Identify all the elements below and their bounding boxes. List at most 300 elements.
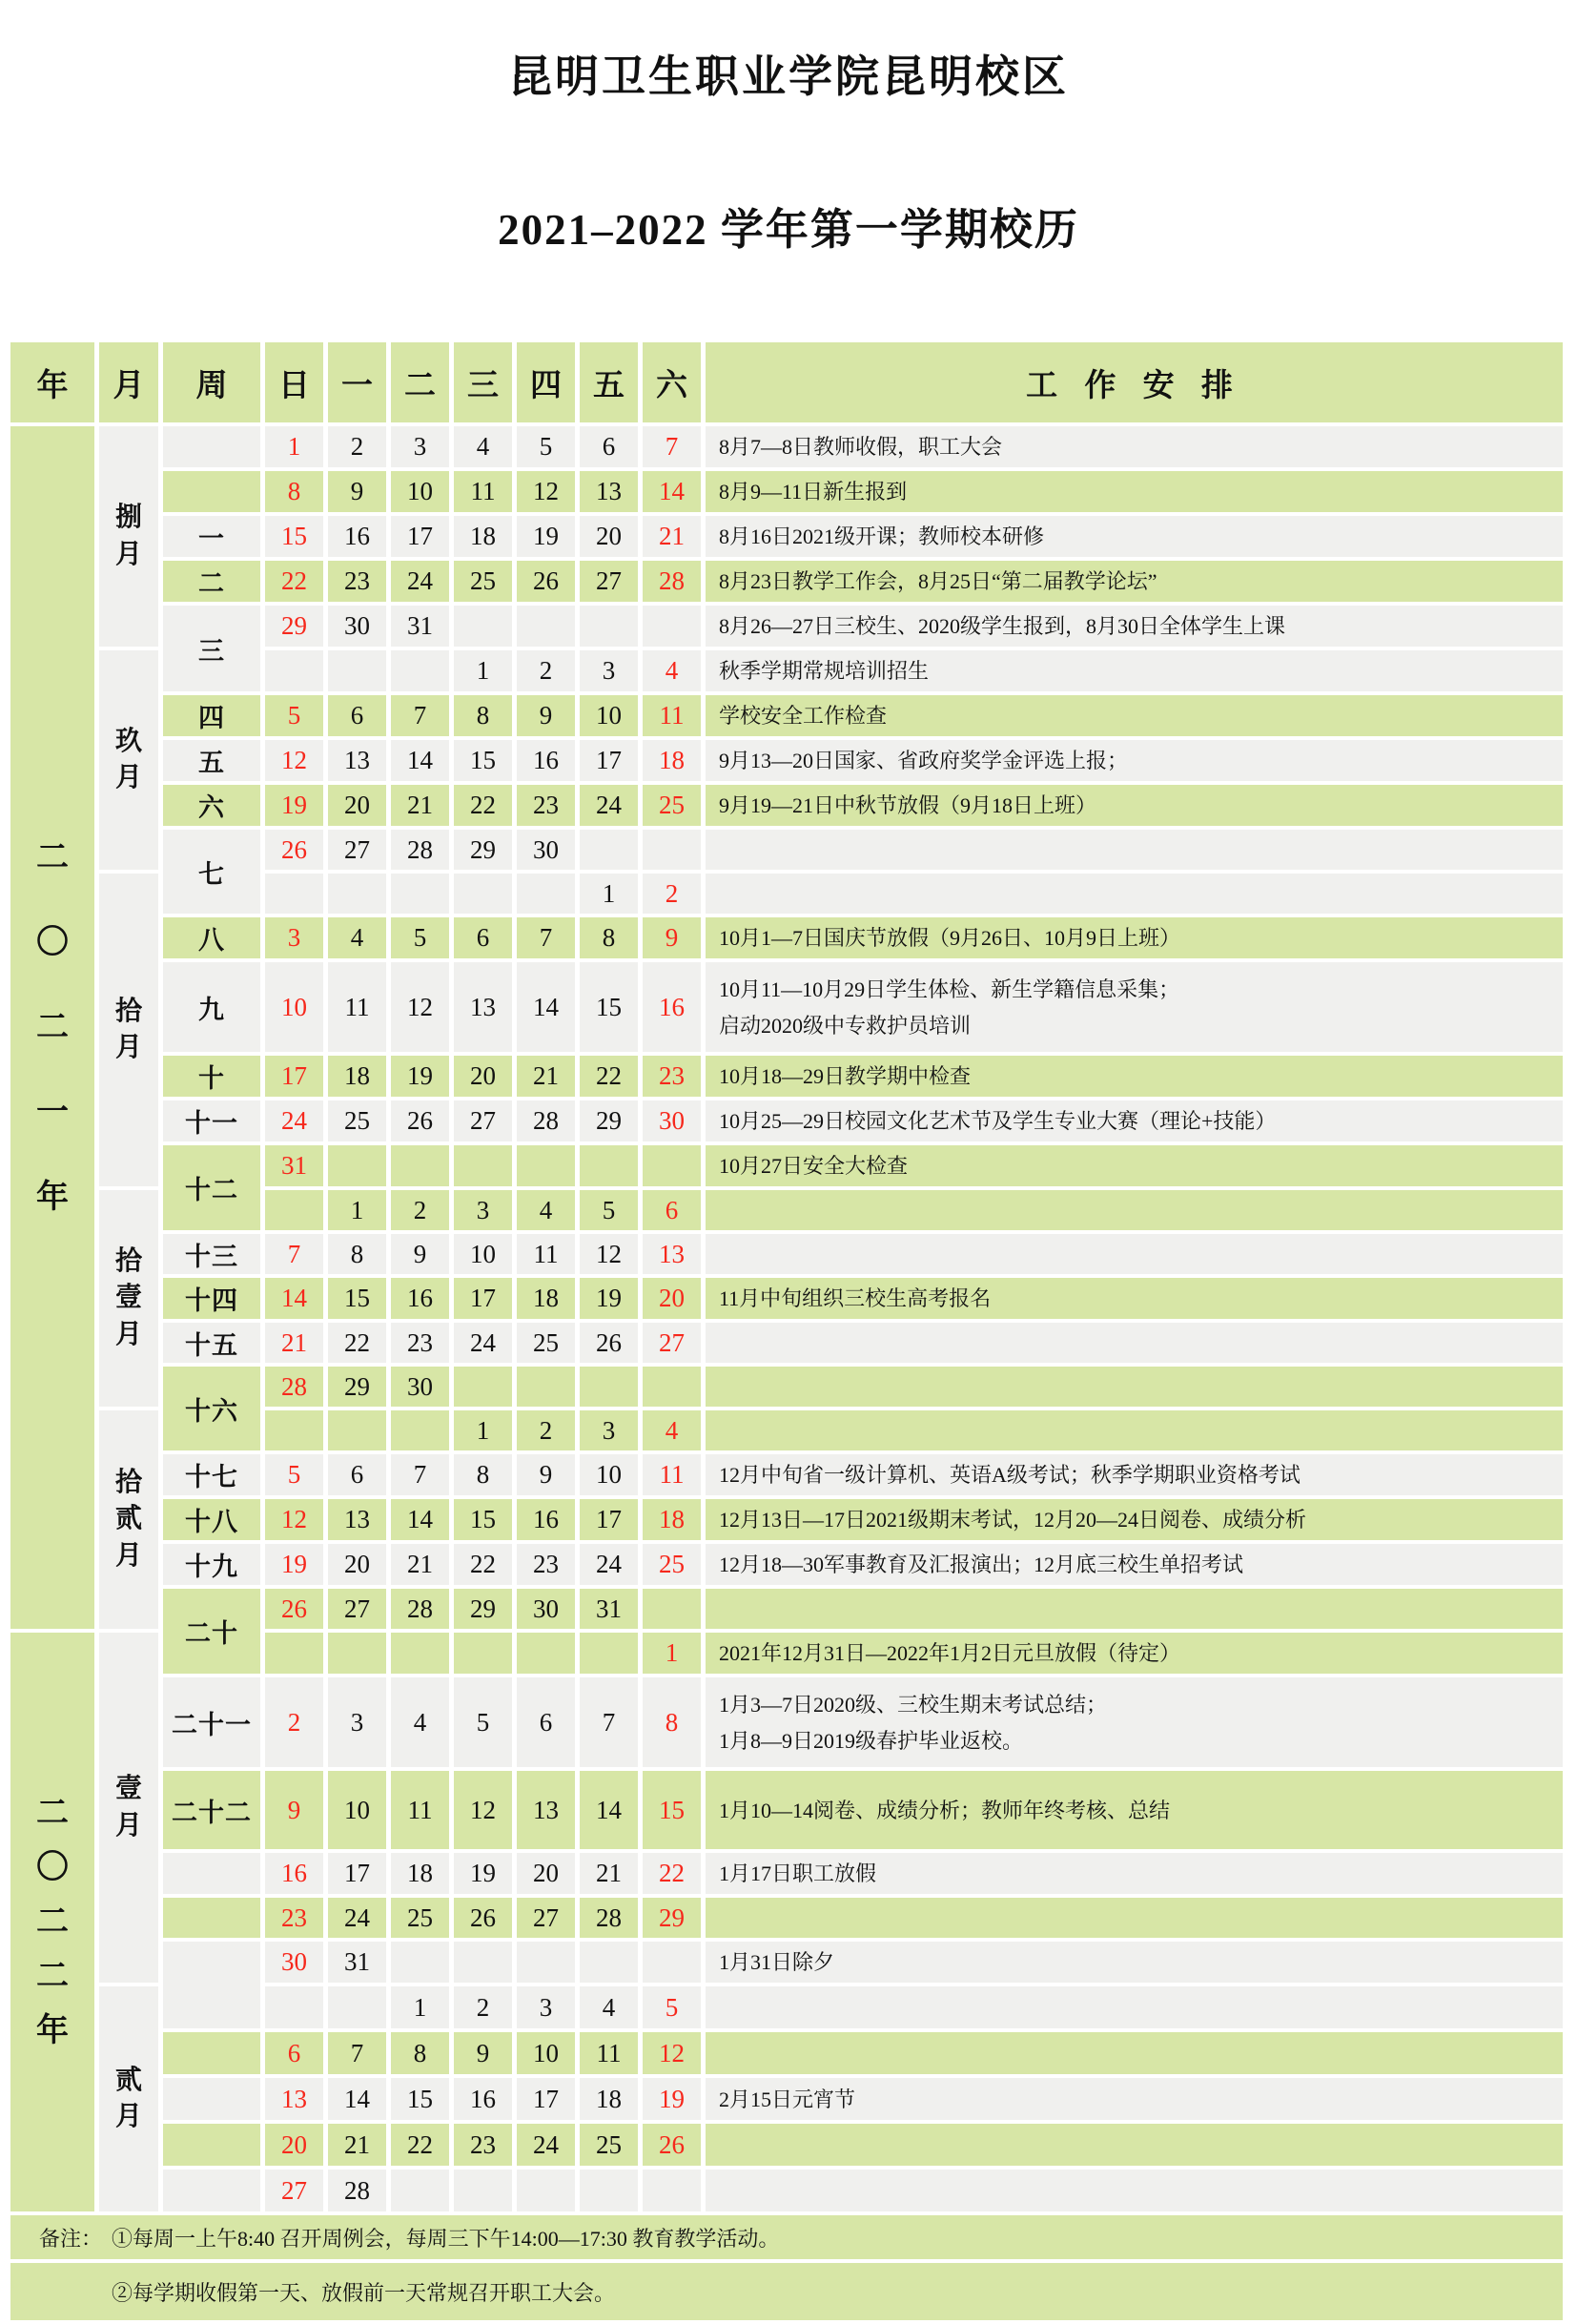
week-cell: 六 xyxy=(163,785,260,826)
calendar-row xyxy=(10,2124,1563,2166)
note-text: ①每周一上午8:40 召开周例会，每周三下午14:00—17:30 教育教学活动。 xyxy=(112,2226,780,2251)
day-cell xyxy=(643,1367,701,1407)
day-cell: 24 xyxy=(517,2124,575,2166)
day-cell: 19 xyxy=(391,1056,449,1097)
calendar-row xyxy=(10,830,1563,870)
header-cell-sun: 日 xyxy=(265,342,323,422)
day-cell: 23 xyxy=(454,2124,512,2166)
day-cell xyxy=(643,1589,701,1629)
month-char: 壹 xyxy=(114,1283,142,1313)
work-cell xyxy=(706,740,1563,781)
week-cell xyxy=(163,1898,260,1938)
work-text: 9月13—20日国家、省政府奖学金评选上报； xyxy=(719,749,1129,772)
day-cell xyxy=(580,1633,638,1674)
work-cell xyxy=(706,1234,1563,1274)
work-cell xyxy=(706,2124,1563,2166)
day-cell: 16 xyxy=(328,516,386,557)
week-cell: 十六 xyxy=(163,1367,260,1450)
day-cell: 31 xyxy=(265,1145,323,1186)
day-cell: 26 xyxy=(580,1323,638,1363)
year-char: 年 xyxy=(36,1179,69,1215)
work-cell xyxy=(706,1544,1563,1585)
week-cell: 十 xyxy=(163,1056,260,1097)
header-cell-work: 工 作 安 排 xyxy=(706,342,1563,422)
work-cell xyxy=(706,1898,1563,1938)
week-cell: 二 xyxy=(163,561,260,602)
day-cell: 16 xyxy=(391,1278,449,1319)
day-cell: 29 xyxy=(580,1100,638,1141)
day-cell: 11 xyxy=(328,962,386,1052)
year-char: 二 xyxy=(36,1795,69,1831)
calendar-row xyxy=(10,1898,1563,1938)
month-cell xyxy=(99,1633,158,1983)
day-cell: 15 xyxy=(580,962,638,1052)
work-cell xyxy=(706,830,1563,870)
day-cell: 20 xyxy=(643,1278,701,1319)
day-cell xyxy=(517,1942,575,1983)
day-cell: 3 xyxy=(580,650,638,691)
work-text: 10月1—7日国庆节放假（9月26日、10月9日上班） xyxy=(719,926,1181,950)
day-cell: 14 xyxy=(391,1499,449,1540)
month-char: 月 xyxy=(114,763,142,792)
day-cell: 21 xyxy=(391,1544,449,1585)
day-cell xyxy=(643,2170,701,2211)
day-cell: 9 xyxy=(391,1234,449,1274)
day-cell xyxy=(454,1145,512,1186)
work-cell xyxy=(706,1499,1563,1540)
note-row xyxy=(10,2263,1563,2320)
day-cell: 10 xyxy=(265,962,323,1052)
header-row xyxy=(10,342,1563,422)
day-cell: 11 xyxy=(517,1234,575,1274)
work-cell xyxy=(706,1410,1563,1450)
day-cell xyxy=(391,1633,449,1674)
calendar-body xyxy=(10,426,1563,2320)
day-cell: 20 xyxy=(454,1056,512,1097)
week-cell xyxy=(163,1853,260,1894)
week-cell xyxy=(163,2170,260,2211)
work-cell xyxy=(706,917,1563,958)
calendar-row xyxy=(10,695,1563,736)
day-cell: 2 xyxy=(517,1410,575,1450)
header-cell-year: 年 xyxy=(10,342,94,422)
day-cell: 13 xyxy=(517,1771,575,1849)
day-cell: 22 xyxy=(454,1544,512,1585)
day-cell xyxy=(517,606,575,647)
month-cell xyxy=(99,650,158,870)
day-cell: 14 xyxy=(391,740,449,781)
day-cell: 3 xyxy=(454,1190,512,1230)
day-cell: 29 xyxy=(454,1589,512,1629)
day-cell: 9 xyxy=(328,471,386,512)
day-cell: 19 xyxy=(454,1853,512,1894)
month-char: 拾 xyxy=(114,1467,142,1497)
work-text: 1月17日职工放假 xyxy=(719,1861,877,1885)
work-text: 11月中旬组织三校生高考报名 xyxy=(719,1286,992,1310)
day-cell: 23 xyxy=(328,561,386,602)
day-cell: 7 xyxy=(265,1234,323,1274)
month-char: 月 xyxy=(114,2102,142,2131)
day-cell: 13 xyxy=(643,1234,701,1274)
month-char: 壹 xyxy=(114,1774,142,1804)
day-cell: 1 xyxy=(265,426,323,467)
day-cell: 13 xyxy=(328,1499,386,1540)
day-cell xyxy=(454,2170,512,2211)
note-text: ②每学期收假第一天、放假前一天常规召开职工大会。 xyxy=(112,2280,616,2305)
day-cell: 24 xyxy=(265,1100,323,1141)
day-cell: 5 xyxy=(580,1190,638,1230)
work-text: 1月10—14阅卷、成绩分析；教师年终考核、总结 xyxy=(719,1798,1171,1822)
day-cell: 27 xyxy=(265,2170,323,2211)
work-cell xyxy=(706,471,1563,512)
week-cell xyxy=(163,2078,260,2120)
year-char: 〇 xyxy=(36,1849,69,1885)
day-cell: 3 xyxy=(265,917,323,958)
work-text: 10月27日安全大检查 xyxy=(719,1154,909,1178)
work-cell xyxy=(706,1190,1563,1230)
day-cell xyxy=(643,830,701,870)
day-cell: 7 xyxy=(391,1454,449,1495)
day-cell: 22 xyxy=(391,2124,449,2166)
day-cell: 20 xyxy=(328,1544,386,1585)
day-cell xyxy=(517,1367,575,1407)
week-cell: 十二 xyxy=(163,1145,260,1230)
day-cell: 1 xyxy=(643,1633,701,1674)
year-cell xyxy=(10,1633,94,2211)
day-cell: 20 xyxy=(517,1853,575,1894)
day-cell: 8 xyxy=(454,695,512,736)
day-cell: 10 xyxy=(580,695,638,736)
week-cell: 十五 xyxy=(163,1323,260,1363)
week-cell xyxy=(163,2032,260,2074)
day-cell: 22 xyxy=(265,561,323,602)
day-cell xyxy=(328,650,386,691)
day-cell: 3 xyxy=(517,1986,575,2028)
day-cell: 3 xyxy=(391,426,449,467)
day-cell: 27 xyxy=(517,1898,575,1938)
day-cell: 22 xyxy=(454,785,512,826)
year-cell xyxy=(10,426,94,1629)
day-cell xyxy=(265,650,323,691)
note-row xyxy=(10,2215,1563,2259)
day-cell: 18 xyxy=(328,1056,386,1097)
month-char: 拾 xyxy=(114,996,142,1026)
day-cell: 5 xyxy=(391,917,449,958)
day-cell xyxy=(265,1190,323,1230)
calendar-row xyxy=(10,1454,1563,1495)
day-cell: 21 xyxy=(391,785,449,826)
day-cell: 11 xyxy=(580,2032,638,2074)
day-cell: 18 xyxy=(391,1853,449,1894)
day-cell: 25 xyxy=(643,785,701,826)
month-char: 捌 xyxy=(114,503,142,533)
calendar-row xyxy=(10,740,1563,781)
week-cell: 二十二 xyxy=(163,1771,260,1849)
work-text: 启动2020级中专救护员培训 xyxy=(719,1013,972,1038)
day-cell: 9 xyxy=(517,695,575,736)
year-char: 二 xyxy=(36,839,69,875)
work-cell xyxy=(706,874,1563,914)
year-char: 一 xyxy=(36,1094,69,1130)
day-cell xyxy=(454,1367,512,1407)
day-cell: 29 xyxy=(454,830,512,870)
work-cell xyxy=(706,1853,1563,1894)
day-cell: 6 xyxy=(454,917,512,958)
day-cell: 17 xyxy=(580,740,638,781)
day-cell: 7 xyxy=(643,426,701,467)
work-cell xyxy=(706,695,1563,736)
work-cell xyxy=(706,1454,1563,1495)
calendar-row xyxy=(10,1853,1563,1894)
day-cell xyxy=(454,606,512,647)
day-cell: 28 xyxy=(391,1589,449,1629)
calendar-row xyxy=(10,2170,1563,2211)
day-cell: 19 xyxy=(265,785,323,826)
day-cell: 5 xyxy=(517,426,575,467)
year-char: 二 xyxy=(36,1009,69,1045)
day-cell: 17 xyxy=(328,1853,386,1894)
day-cell: 4 xyxy=(517,1190,575,1230)
day-cell: 2 xyxy=(328,426,386,467)
day-cell: 6 xyxy=(328,1454,386,1495)
day-cell: 24 xyxy=(580,1544,638,1585)
day-cell: 10 xyxy=(454,1234,512,1274)
day-cell: 2 xyxy=(391,1190,449,1230)
day-cell: 15 xyxy=(454,1499,512,1540)
day-cell: 17 xyxy=(391,516,449,557)
day-cell: 21 xyxy=(265,1323,323,1363)
week-cell: 三 xyxy=(163,606,260,691)
day-cell xyxy=(580,830,638,870)
calendar-row xyxy=(10,426,1563,467)
week-cell: 八 xyxy=(163,917,260,958)
day-cell: 28 xyxy=(391,830,449,870)
week-cell: 二十一 xyxy=(163,1677,260,1767)
day-cell: 28 xyxy=(265,1367,323,1407)
day-cell: 14 xyxy=(643,471,701,512)
day-cell: 1 xyxy=(454,650,512,691)
year-char: 二 xyxy=(36,1958,69,1994)
day-cell: 8 xyxy=(643,1677,701,1767)
week-cell: 十一 xyxy=(163,1100,260,1141)
day-cell: 25 xyxy=(328,1100,386,1141)
day-cell: 31 xyxy=(391,606,449,647)
day-cell: 6 xyxy=(517,1677,575,1767)
day-cell: 22 xyxy=(643,1853,701,1894)
work-cell xyxy=(706,1677,1563,1767)
day-cell: 5 xyxy=(454,1677,512,1767)
work-text: 8月23日教学工作会，8月25日“第二届教学论坛” xyxy=(719,569,1157,593)
day-cell xyxy=(391,2170,449,2211)
work-text: 1月31日除夕 xyxy=(719,1950,835,1974)
day-cell: 10 xyxy=(580,1454,638,1495)
work-text: 学校安全工作检查 xyxy=(719,704,888,728)
day-cell xyxy=(328,874,386,914)
calendar-row xyxy=(10,1100,1563,1141)
calendar-row xyxy=(10,471,1563,512)
month-char: 玖 xyxy=(114,726,142,756)
day-cell: 12 xyxy=(454,1771,512,1849)
work-text: 8月26—27日三校生、2020级学生报到，8月30日全体学生上课 xyxy=(719,614,1286,638)
calendar-row xyxy=(10,1234,1563,1274)
note-cell xyxy=(10,2263,1563,2320)
day-cell: 2 xyxy=(265,1677,323,1767)
day-cell: 5 xyxy=(265,695,323,736)
calendar-row xyxy=(10,1056,1563,1097)
week-cell: 一 xyxy=(163,516,260,557)
day-cell: 23 xyxy=(265,1898,323,1938)
calendar-row xyxy=(10,1499,1563,1540)
day-cell: 15 xyxy=(391,2078,449,2120)
day-cell: 16 xyxy=(265,1853,323,1894)
day-cell: 30 xyxy=(643,1100,701,1141)
day-cell: 17 xyxy=(580,1499,638,1540)
month-cell xyxy=(99,1190,158,1407)
day-cell: 24 xyxy=(328,1898,386,1938)
day-cell xyxy=(265,1986,323,2028)
work-cell xyxy=(706,1278,1563,1319)
day-cell: 17 xyxy=(265,1056,323,1097)
year-char: 二 xyxy=(36,1903,69,1940)
day-cell: 25 xyxy=(454,561,512,602)
day-cell: 24 xyxy=(391,561,449,602)
day-cell xyxy=(643,1145,701,1186)
day-cell: 17 xyxy=(517,2078,575,2120)
calendar-row xyxy=(10,1278,1563,1319)
calendar-row xyxy=(10,2032,1563,2074)
week-cell xyxy=(163,471,260,512)
day-cell: 29 xyxy=(265,606,323,647)
day-cell xyxy=(328,1633,386,1674)
day-cell: 18 xyxy=(580,2078,638,2120)
day-cell: 15 xyxy=(454,740,512,781)
day-cell: 9 xyxy=(517,1454,575,1495)
day-cell: 1 xyxy=(454,1410,512,1450)
day-cell: 1 xyxy=(580,874,638,914)
day-cell: 29 xyxy=(328,1367,386,1407)
day-cell: 19 xyxy=(265,1544,323,1585)
month-char: 贰 xyxy=(114,2065,142,2095)
day-cell xyxy=(454,1633,512,1674)
day-cell: 8 xyxy=(580,917,638,958)
calendar-row xyxy=(10,1544,1563,1585)
month-cell xyxy=(99,1410,158,1629)
work-text: 12月13日—17日2021级期末考试，12月20—24日阅卷、成绩分析 xyxy=(719,1508,1307,1532)
day-cell: 19 xyxy=(643,2078,701,2120)
day-cell: 21 xyxy=(517,1056,575,1097)
day-cell: 11 xyxy=(643,695,701,736)
calendar-row xyxy=(10,606,1563,647)
day-cell: 23 xyxy=(643,1056,701,1097)
day-cell: 15 xyxy=(265,516,323,557)
work-cell xyxy=(706,1100,1563,1141)
day-cell: 27 xyxy=(328,1589,386,1629)
day-cell: 11 xyxy=(643,1454,701,1495)
day-cell: 7 xyxy=(328,2032,386,2074)
calendar-row xyxy=(10,1942,1563,1983)
day-cell: 13 xyxy=(580,471,638,512)
week-cell: 十七 xyxy=(163,1454,260,1495)
day-cell xyxy=(391,874,449,914)
header-cell-month: 月 xyxy=(99,342,158,422)
day-cell: 30 xyxy=(265,1942,323,1983)
calendar-row xyxy=(10,1323,1563,1363)
note-prefix: 备注： xyxy=(39,2226,103,2251)
page-subtitle: 2021–2022 学年第一学期校历 xyxy=(498,206,1079,254)
day-cell: 15 xyxy=(643,1771,701,1849)
day-cell: 28 xyxy=(517,1100,575,1141)
work-cell xyxy=(706,1056,1563,1097)
work-text: 10月11—10月29日学生体检、新生学籍信息采集； xyxy=(719,977,1180,1001)
day-cell: 16 xyxy=(643,962,701,1052)
day-cell: 4 xyxy=(580,1986,638,2028)
work-cell xyxy=(706,1589,1563,1629)
day-cell: 25 xyxy=(517,1323,575,1363)
day-cell: 12 xyxy=(643,2032,701,2074)
work-cell xyxy=(706,2032,1563,2074)
day-cell: 2 xyxy=(643,874,701,914)
week-cell: 十四 xyxy=(163,1278,260,1319)
day-cell: 4 xyxy=(391,1677,449,1767)
year-char: 〇 xyxy=(36,924,69,960)
week-cell xyxy=(163,1942,260,2028)
month-char: 月 xyxy=(114,1033,142,1062)
day-cell: 25 xyxy=(391,1898,449,1938)
work-cell xyxy=(706,2170,1563,2211)
week-cell xyxy=(163,426,260,467)
work-cell xyxy=(706,1367,1563,1407)
work-text: 9月19—21日中秋节放假（9月18日上班） xyxy=(719,793,1097,817)
day-cell: 20 xyxy=(580,516,638,557)
day-cell: 16 xyxy=(454,2078,512,2120)
work-cell xyxy=(706,1145,1563,1186)
work-text: 秋季学期常规培训招生 xyxy=(719,659,930,683)
day-cell: 13 xyxy=(454,962,512,1052)
day-cell xyxy=(580,1367,638,1407)
day-cell xyxy=(391,1410,449,1450)
week-cell: 十九 xyxy=(163,1544,260,1585)
work-cell xyxy=(706,606,1563,647)
calendar-header xyxy=(10,342,1563,422)
day-cell: 28 xyxy=(328,2170,386,2211)
day-cell: 19 xyxy=(517,516,575,557)
calendar-row xyxy=(10,917,1563,958)
calendar-row xyxy=(10,785,1563,826)
day-cell: 28 xyxy=(580,1898,638,1938)
week-cell: 二十 xyxy=(163,1589,260,1674)
day-cell: 13 xyxy=(328,740,386,781)
header-cell-week: 周 xyxy=(163,342,260,422)
month-cell xyxy=(99,874,158,1186)
day-cell: 25 xyxy=(580,2124,638,2166)
work-cell xyxy=(706,1986,1563,2028)
day-cell: 27 xyxy=(580,561,638,602)
day-cell: 6 xyxy=(265,2032,323,2074)
note-cell xyxy=(10,2215,1563,2259)
day-cell: 7 xyxy=(580,1677,638,1767)
day-cell: 7 xyxy=(517,917,575,958)
day-cell: 20 xyxy=(265,2124,323,2166)
work-text: 10月18—29日教学期中检查 xyxy=(719,1064,972,1088)
month-char: 月 xyxy=(114,1810,142,1841)
day-cell: 21 xyxy=(580,1853,638,1894)
day-cell: 10 xyxy=(328,1771,386,1849)
day-cell: 30 xyxy=(517,1589,575,1629)
day-cell xyxy=(265,874,323,914)
calendar-row xyxy=(10,2078,1563,2120)
header-cell-fri: 五 xyxy=(580,342,638,422)
day-cell: 12 xyxy=(391,962,449,1052)
